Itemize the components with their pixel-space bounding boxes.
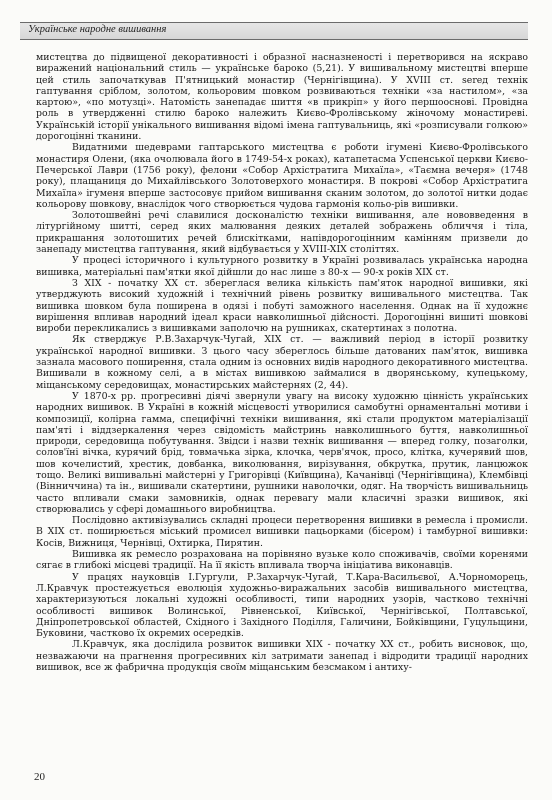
page-number: 20: [34, 771, 45, 783]
paragraph: Золотошвейні речі славилися досконалістю техніки вишивання, але нововведення в літургійному шитті, серед яких малювання деяких деталей зображень обличчя і тіла, прикрашання золотошитих речей блискітками, напівдорогоцінним камінням призвели до занепаду мистецтва гаптування, який відбувається у XVIII-XIX століттях.: [36, 210, 528, 256]
paragraph: Видатними шедеврами гаптарського мистецтва є роботи ігумені Києво-Фролівського монастиря Олени, (яка очолювала його в 1749-54-х роках), катапетасма Успенської церкви Києво-Печерської Лаври (1756 року), фелони «Собор Архістратига Михаїла», «Таємна вечеря» (1748 року), плащаниця до Михайлівського Золотоверхого монастиря. В покрові «Собор Архістратига Михаїла» ігуменя вперше застосовує прийом вишивання сканим золотом, до золотої нитки додає кольорову шовкову, внаслідок чого створюється чудова гармонія кольо-рів вишивки.: [36, 142, 528, 210]
paragraph: Послідовно активізувались складні процеси перетворення вишивки в ремесла і промисли. В XIX ст. поширюється міський промисел вишивки пацьорками (бісером) і тамбурної вишивки: Косів, Вижниця, Чернівці, Охтирка, Пирятин.: [36, 515, 528, 549]
paragraph: З XIX - початку XX ст. збереглася велика кількість пам'яток народної вишивки, які утверджують високий художній і технічний рівень розвитку вишивального мистецтва. Так вишивка шовком була поширена в одязі і побуті заможного населення. Однак на її художнє вирішення впливав народний ідеал краси навколишньої дійсності. Дорогоцінні вишиті шовкові вироби перекликались з вишивками заполочю на рушниках, скатертинах з полотна.: [36, 277, 528, 335]
paragraph: У 1870-х рр. прогресивні діячі звернули увагу на високу художню цінність українських народних вишивок. В Україні в кожній місцевості утворилися самобутні орнаментальні мотиви і композиції, колірна гамма, специфічні техніки вишивання, які стали продуктом матеріалізації пам'яті і віддзеркалення через свідомість майстринь навколишнього буття, навколишньої природи, середовища побутування. Звідси і назви технік вишивання — вперед голку, позаголки, солов'їні вічка, курячий брід, товмачька зірка, клочка, черв'ячок, просо, клітка, кучерявий шов, шов кочелистий, хрестик, довбанка, виколювання, вирізування, обкрутка, прутик, ланцюжок тощо. Великі вишивальні майстерні у Григорівці (Київщина), Качанівці (Чернігівщина), Клембівці (Вінниччина) та ін., вишивали скатертини, рушники наволочки, одяг. На творчість вишивальниць часто впливали смаки замовників, однак перевагу мали класичні зразки вишивок, які створювались у сфері домашнього виробництва.: [36, 390, 528, 515]
paragraph: У працях науковців І.Гургули, Р.Захарчук-Чугай, Т.Кара-Васильєвої, А.Чорноморець, Л.Кравчук простежується еволюція художньо-виражальних засобів вишивального мистецтва, характеризуються локальні художні особливості, типи народних узорів, частково технічні особливості вишивок Волинської, Рівненської, Київської, Чернігівської, Полтавської, Дніпропетровської областей, Східного і Західного Поділля, Галичини, Бойківщини, Гуцульщини, Буковини, частково їх окремих осередків.: [36, 571, 528, 640]
paragraph: мистецтва до підвищеної декоративності і образної насназненості і перетворився на яскраво виражений національний стиль — українське бароко (5,21). У вишивальному мистецтві вперше цей стиль започаткував П'ятницький монастир (Чернігівщина). У XVIII ст. serед технік гаптування сріблом, золотом, кольоровим шовком розвиваються техніки «за настилом», «за картою», «по мотузці». Натомість занепадає шиття «в прикріп» у його першооснові. Провідна роль в утвердженні стилю бароко належить Києво-Фролівському жіночому монастиреві. Українській історії унікального вишивання відомі імена гаптувальниць, які «розписували голкою» дорогоцінні тканини.: [36, 52, 528, 143]
body-text: [36, 52, 528, 673]
header-title: Українське народне вишивання: [28, 24, 167, 35]
paragraph: У процесі історичного і культурного розвитку в Україні розвивалась українська народна вишивка, матеріальні пам'ятки якої дійшли до нас лише з 80-х — 90-х років XIX ст.: [36, 255, 528, 278]
paragraph: Вишивка як ремесло розрахована на порівняно вузьке коло споживачів, своїми коренями сягає в глибокі місцеві традиції. На її якість впливала творча ініціатива виконавців.: [36, 549, 528, 572]
paragraph: Л.Кравчук, яка дослідила розвиток вишивки XIX - початку XX ст., робить висновок, що, незважаючи на прагнення прогресивних кіл затримати занепад і відродити традиції народних вишивок, все ж фабрична продукція своїм міщанським безсмаком і антиху-: [36, 639, 528, 674]
running-header: [20, 22, 528, 40]
paragraph: Як стверджує Р.В.Захарчук-Чугай, XIX ст. — важливий період в історії розвитку української народної вишивки. З цього часу збереглось більше датованих пам'яток, вишивка зазнала масового поширення, стала одним із основних видів народного декоративного мистецтва. Вишивали в кожному селі, а в містах вишивкою займалися в дворянському, купецькому, міщанському середовищах, монастирських майстернях (2, 44).: [36, 334, 528, 391]
